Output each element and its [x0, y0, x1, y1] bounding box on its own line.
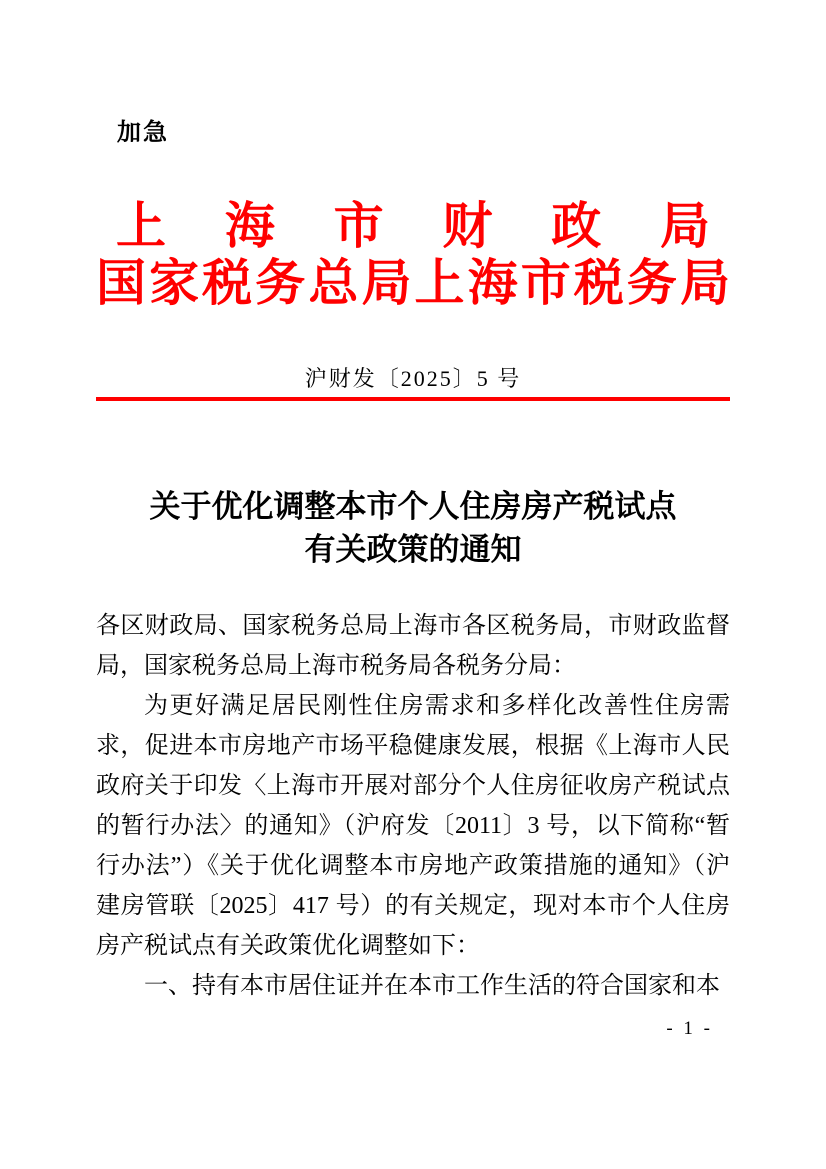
red-divider-line — [96, 397, 730, 401]
document-number: 沪财发〔2025〕5 号 — [304, 366, 522, 391]
document-title-line-2: 有关政策的通知 — [304, 532, 522, 567]
urgency-label: 加急 — [117, 119, 169, 146]
item-one-paragraph: 一、持有本市居住证并在本市工作生活的符合国家和本 — [144, 973, 720, 999]
addressee-paragraph: 各区财政局、国家税务总局上海市各区税务局，市财政监督局，国家税务总局上海市税务局各税务分局： — [96, 613, 730, 679]
document-title-line-1: 关于优化调整本市个人住房房产税试点 — [149, 489, 677, 524]
page-number: - 1 - — [666, 1018, 710, 1039]
document-body — [96, 606, 730, 1006]
document-title — [96, 485, 730, 571]
issuing-agency-header — [96, 198, 730, 312]
agency-name-line-2: 国家税务总局上海市税务局 — [96, 255, 730, 311]
preamble-paragraph: 为更好满足居民刚性住房需求和多样化改善性住房需求，促进本市房地产市场平稳健康发展，根据《上海市人民政府关于印发〈上海市开展对部分个人住房征收房产税试点的暂行办法〉的通知》（沪府发〔2011〕3 号，以下简称“暂行办法”）《关于优化调整本市房地产政策措施的通知》（沪建房管联〔2025〕417 号）的有关规定，现对本市个人住房房产税试点有关政策优化调整如下： — [96, 693, 730, 959]
agency-name-line-1: 上海市财政局 — [116, 198, 710, 254]
